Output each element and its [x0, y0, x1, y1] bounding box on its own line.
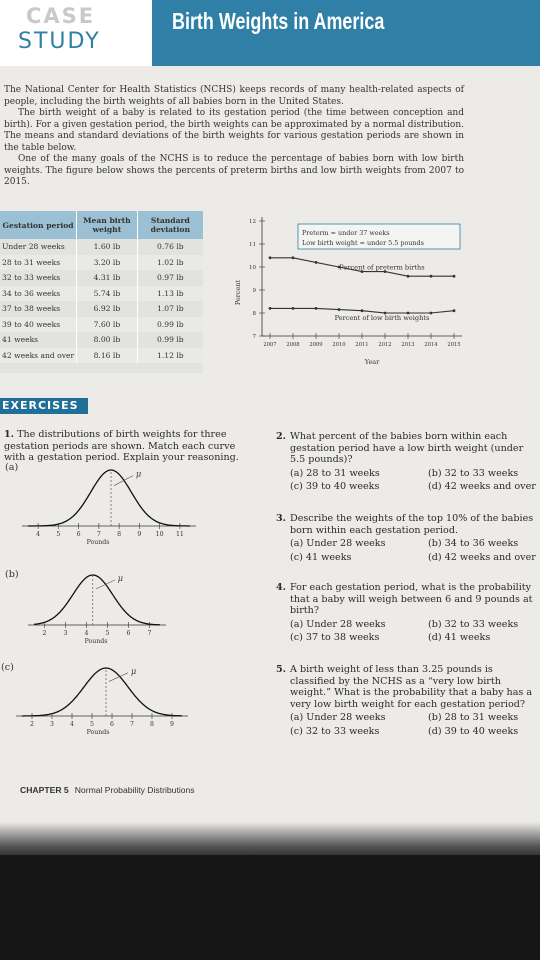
table-cell: 1.60 lb	[77, 239, 138, 255]
curve-tick-label: 2	[30, 721, 34, 728]
mu-pointer	[114, 476, 133, 486]
exercise-4-option: (a) Under 28 weeks	[290, 618, 386, 630]
curve-axis-label: Pounds	[84, 638, 108, 645]
table-cell: 32 to 33 weeks	[2, 273, 61, 283]
table-cell: 0.76 lb	[137, 239, 203, 255]
table-cell: 0.99 lb	[137, 332, 203, 348]
exercise-2-option: (b) 32 to 33 weeks	[428, 467, 519, 479]
case-label: CASE	[26, 4, 96, 28]
mu-pointer	[109, 673, 128, 682]
curve-tick-label: 8	[150, 721, 154, 728]
table-cell: 0.99 lb	[137, 317, 203, 333]
mu-label: μ	[117, 574, 124, 583]
exercise-3-number: 3.	[276, 513, 287, 524]
table-header-sd: Standard deviation	[137, 211, 203, 239]
preterm-lowweight-chart	[222, 213, 472, 378]
exercise-4-option: (b) 32 to 33 weeks	[428, 618, 519, 630]
y-tick-label: 7	[252, 334, 256, 340]
curve-tick-label: 3	[63, 630, 68, 637]
table-row	[0, 332, 203, 348]
exercise-3-option: (d) 42 weeks and over	[428, 551, 536, 563]
data-point	[338, 308, 341, 311]
footer-chapter: CHAPTER 5	[20, 785, 69, 795]
exercise-1-text: The distributions of birth weights for three gestation periods are shown. Match each curve with a gestation period. Explain your reasoning.	[4, 429, 239, 463]
data-point	[361, 309, 364, 312]
table-cell: 41 weeks	[2, 335, 39, 345]
exercise-5-option: (c) 32 to 33 weeks	[290, 725, 380, 737]
curve-letter: (a)	[5, 462, 19, 473]
data-point	[315, 307, 318, 310]
data-point	[430, 312, 433, 315]
table-header-mean: Mean birth weight	[77, 211, 138, 239]
table-cell: 1.12 lb	[137, 348, 203, 364]
curve-tick-label: 10	[155, 531, 164, 538]
exercise-2-text: What percent of the babies born within each gestation period have a low birth weight (under 5.5 pounds)?	[290, 431, 524, 466]
y-tick-label: 12	[249, 219, 256, 225]
table-cell: 8.16 lb	[77, 348, 138, 364]
data-point	[453, 309, 456, 312]
curve-tick-label: 7	[130, 721, 134, 728]
table-row	[0, 348, 203, 364]
curve-axis-label: Pounds	[86, 539, 110, 546]
normal-curve-c	[0, 658, 200, 746]
case-study-banner	[0, 0, 540, 66]
y-tick-label: 9	[252, 288, 256, 294]
data-point	[407, 275, 410, 278]
exercise-3	[276, 513, 538, 563]
data-point	[292, 256, 295, 259]
mu-pointer	[96, 580, 115, 589]
curve-tick-label: 6	[110, 721, 114, 728]
mu-label: μ	[131, 666, 137, 676]
y-axis-label: Percent	[234, 279, 242, 306]
data-point	[292, 307, 295, 310]
exercise-1-number: 1.	[4, 429, 15, 440]
x-tick-label: 2007	[263, 342, 277, 348]
x-tick-label: 2009	[309, 342, 323, 348]
curve-tick-label: 3	[50, 721, 54, 728]
exercise-2-option: (a) 28 to 31 weeks	[290, 467, 380, 479]
table-cell: 1.02 lb	[137, 255, 203, 271]
table-row	[0, 301, 203, 317]
y-tick-label: 8	[252, 311, 256, 317]
series-label: Percent of preterm births	[339, 263, 425, 272]
dark-background	[0, 855, 540, 960]
table-cell: 1.13 lb	[137, 286, 203, 302]
curve-tick-label: 5	[90, 721, 94, 728]
table-cell: 34 to 36 weeks	[0, 286, 77, 302]
table-cell: 0.97 lb	[137, 270, 203, 286]
intro-paragraph-2: The birth weight of a baby is related to its gestation period (the time between conception and birth). For a given gestation period, the birth weights can be approximated by a normal distribution. The means and standard deviations of the birth weights for various gestation periods are shown in the table below.	[4, 108, 464, 153]
curve-tick-label: 11	[175, 531, 184, 538]
exercise-4-option: (d) 41 weeks	[428, 632, 491, 644]
x-tick-label: 2014	[424, 342, 438, 348]
birth-weight-table	[0, 211, 203, 373]
study-label: STUDY	[18, 29, 101, 54]
exercise-2-number: 2.	[276, 431, 287, 442]
exercise-3-text: Describe the weights of the top 10% of the babies born within each gestation period.	[290, 513, 534, 536]
curve-tick-label: 4	[70, 721, 74, 728]
exercise-4	[276, 582, 538, 644]
curve-tick-label: 9	[170, 721, 174, 728]
x-tick-label: 2013	[401, 342, 415, 348]
exercise-4-text: For each gestation period, what is the probability that a baby will weigh between 6 and 9 pounds at birth?	[290, 582, 533, 617]
table-row	[0, 286, 203, 302]
x-axis-label: Year	[364, 358, 380, 366]
footer-chapter-title: Normal Probability Distributions	[74, 785, 195, 795]
x-tick-label: 2011	[355, 342, 369, 348]
intro-paragraph-3: One of the many goals of the NCHS is to reduce the percentage of babies born with low birth weights. The figure below shows the percents of preterm births and low birth weights from 2007 to 2015.	[4, 154, 464, 187]
data-point	[269, 307, 272, 310]
curve-letter: (c)	[1, 662, 14, 673]
table-row	[0, 270, 203, 286]
data-point	[315, 261, 318, 264]
series-label: Percent of low birth weights	[334, 313, 430, 322]
data-point	[453, 275, 456, 278]
exercise-2-option: (d) 42 weeks and over	[428, 481, 536, 493]
normal-curve-b	[4, 565, 204, 655]
table-row	[0, 317, 203, 333]
page-footer	[20, 785, 195, 795]
curve-tick-label: 5	[56, 531, 61, 538]
exercise-5-option: (d) 39 to 40 weeks	[428, 725, 519, 737]
curve-tick-label: 5	[105, 630, 110, 637]
exercise-3-option: (a) Under 28 weeks	[290, 538, 386, 550]
exercise-5-number: 5.	[276, 664, 287, 675]
curve-path	[28, 470, 190, 526]
exercise-5-option: (a) Under 28 weeks	[290, 712, 386, 724]
table-cell: 3.20 lb	[77, 255, 138, 271]
page-title: Birth Weights in America	[172, 8, 385, 34]
curve-tick-label: 7	[147, 630, 152, 637]
curve-path	[22, 668, 182, 716]
exercise-5	[276, 664, 538, 738]
exercises-heading: EXERCISES	[0, 398, 88, 414]
curve-path	[34, 575, 160, 625]
exercise-3-option: (b) 34 to 36 weeks	[428, 538, 519, 550]
table-cell: 37 to 38 weeks	[2, 304, 61, 314]
intro-text	[4, 85, 464, 189]
exercise-2-option: (c) 39 to 40 weeks	[290, 481, 380, 493]
curve-letter: (b)	[5, 569, 19, 580]
data-point	[269, 256, 272, 259]
curve-tick-label: 4	[84, 630, 89, 637]
y-tick-label: 10	[249, 265, 256, 271]
exercise-5-option: (b) 28 to 31 weeks	[428, 712, 519, 724]
x-tick-label: 2015	[447, 342, 461, 348]
data-point	[430, 275, 433, 278]
curve-tick-label: 9	[137, 531, 142, 538]
table-cell: 42 weeks and over	[0, 348, 77, 364]
curve-tick-label: 6	[76, 531, 81, 538]
table-cell: 8.00 lb	[77, 332, 138, 348]
legend-line: Low birth weight = under 5.5 pounds	[302, 239, 424, 247]
intro-paragraph-1: The National Center for Health Statistics (NCHS) keeps records of many health-related aspects of people, including the birth weights of all babies born in the United States.	[4, 85, 464, 107]
x-tick-label: 2008	[286, 342, 300, 348]
curve-tick-label: 4	[36, 531, 41, 538]
table-cell: 39 to 40 weeks	[0, 317, 77, 333]
curve-tick-label: 8	[117, 531, 122, 538]
exercise-4-option: (c) 37 to 38 weeks	[290, 632, 380, 644]
normal-curve-a	[4, 458, 204, 556]
table-cell: 7.60 lb	[77, 317, 138, 333]
exercise-4-number: 4.	[276, 582, 287, 593]
case-study-badge	[0, 0, 152, 66]
exercise-5-text: A birth weight of less than 3.25 pounds is classified by the NCHS as a “very low birth weight.” What is the probability that a baby has a very low birth weight for each gestation period?	[290, 664, 533, 710]
exercise-2	[276, 431, 538, 493]
table-cell: 4.31 lb	[77, 270, 138, 286]
mu-label: μ	[136, 469, 142, 479]
legend-line: Preterm = under 37 weeks	[302, 229, 390, 237]
x-tick-label: 2012	[378, 342, 392, 348]
table-cell: Under 28 weeks	[2, 242, 65, 252]
table-cell: 6.92 lb	[77, 301, 138, 317]
table-header-gestation: Gestation period	[0, 211, 77, 239]
curve-tick-label: 7	[96, 531, 101, 538]
curve-axis-label: Pounds	[86, 729, 110, 736]
curve-tick-label: 6	[126, 630, 131, 637]
table-row	[0, 239, 203, 255]
y-tick-label: 11	[249, 242, 256, 248]
table-row	[0, 255, 203, 271]
x-tick-label: 2010	[332, 342, 346, 348]
table-cell: 5.74 lb	[77, 286, 138, 302]
curve-tick-label: 2	[42, 630, 47, 637]
table-cell: 1.07 lb	[137, 301, 203, 317]
table-cell: 28 to 31 weeks	[0, 255, 77, 271]
exercise-3-option: (c) 41 weeks	[290, 551, 352, 563]
